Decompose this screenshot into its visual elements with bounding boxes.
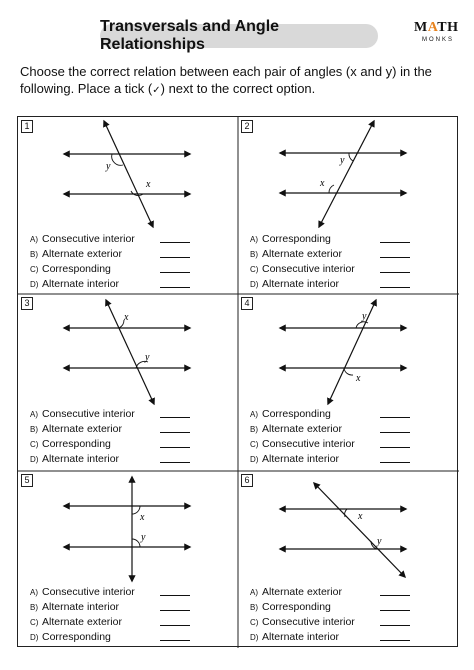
option-c[interactable]: C) Corresponding <box>30 437 190 452</box>
answer-blank[interactable] <box>160 262 190 273</box>
answer-blank[interactable] <box>380 232 410 243</box>
option-a[interactable]: A) Corresponding <box>250 232 410 247</box>
problem-number: 3 <box>21 297 33 310</box>
problem-number: 6 <box>241 474 253 487</box>
angle-y-label: y <box>106 161 111 172</box>
problem-number: 4 <box>241 297 253 310</box>
angle-y-label: y <box>145 352 150 363</box>
option-c[interactable]: C) Consecutive interior <box>250 615 410 630</box>
angle-x-label: x <box>124 312 129 323</box>
angle-x-label: x <box>140 512 145 523</box>
logo-wordmark: MATH <box>414 20 459 35</box>
instructions <box>20 63 460 99</box>
worksheet-title: Transversals and Angle Relationships <box>100 24 378 48</box>
answer-blank[interactable] <box>380 262 410 273</box>
answer-blank[interactable] <box>160 422 190 433</box>
angle-x-label: x <box>146 179 151 190</box>
option-d[interactable]: D) Alternate interior <box>250 277 410 292</box>
angle-x-label: x <box>356 373 361 384</box>
options-list <box>250 585 410 645</box>
answer-blank[interactable] <box>160 232 190 243</box>
option-d[interactable]: D) Alternate interior <box>30 277 190 292</box>
problem-5 <box>18 471 238 648</box>
option-b[interactable]: B) Alternate exterior <box>250 422 410 437</box>
option-b[interactable]: B) Alternate exterior <box>30 247 190 262</box>
angle-x-label: x <box>320 178 325 189</box>
answer-blank[interactable] <box>160 630 190 641</box>
option-a[interactable]: A) Consecutive interior <box>30 407 190 422</box>
problem-3 <box>18 294 238 471</box>
option-b[interactable]: B) Alternate interior <box>30 600 190 615</box>
option-d[interactable]: D) Alternate interior <box>250 630 410 645</box>
answer-blank[interactable] <box>160 437 190 448</box>
problem-4 <box>238 294 459 471</box>
answer-blank[interactable] <box>380 600 410 611</box>
angle-y-label: y <box>377 536 382 547</box>
problem-6 <box>238 471 459 648</box>
answer-blank[interactable] <box>160 407 190 418</box>
angle-y-label: y <box>362 311 367 322</box>
math-monks-logo <box>414 20 462 56</box>
answer-blank[interactable] <box>380 615 410 626</box>
angle-y-label: y <box>340 155 345 166</box>
options-list <box>250 232 410 292</box>
answer-blank[interactable] <box>380 407 410 418</box>
option-d[interactable]: D) Alternate interior <box>30 452 190 467</box>
option-a[interactable]: A) Corresponding <box>250 407 410 422</box>
answer-blank[interactable] <box>380 422 410 433</box>
answer-blank[interactable] <box>380 630 410 641</box>
option-b[interactable]: B) Alternate exterior <box>30 422 190 437</box>
answer-blank[interactable] <box>160 585 190 596</box>
option-a[interactable]: A) Consecutive interior <box>30 585 190 600</box>
answer-blank[interactable] <box>160 247 190 258</box>
option-a[interactable]: A) Alternate exterior <box>250 585 410 600</box>
option-b[interactable]: B) Alternate exterior <box>250 247 410 262</box>
logo-subtitle: MONKS <box>422 37 455 43</box>
problem-number: 1 <box>21 120 33 133</box>
answer-blank[interactable] <box>380 452 410 463</box>
instructions-line-2: following. Place a tick (✓) next to the correct option. <box>20 81 316 96</box>
answer-blank[interactable] <box>380 277 410 288</box>
option-c[interactable]: C) Consecutive interior <box>250 437 410 452</box>
option-c[interactable]: C) Consecutive interior <box>250 262 410 277</box>
problem-2 <box>238 117 459 294</box>
options-list <box>30 232 190 292</box>
answer-blank[interactable] <box>380 437 410 448</box>
angle-y-label: y <box>141 532 146 543</box>
answer-blank[interactable] <box>160 600 190 611</box>
option-a[interactable]: A) Consecutive interior <box>30 232 190 247</box>
answer-blank[interactable] <box>160 615 190 626</box>
answer-blank[interactable] <box>160 452 190 463</box>
angle-x-label: x <box>358 511 363 522</box>
options-list <box>30 407 190 467</box>
instructions-line-1: Choose the correct relation between each pair of angles (x and y) in the <box>20 64 432 79</box>
option-d[interactable]: D) Corresponding <box>30 630 190 645</box>
option-d[interactable]: D) Alternate interior <box>250 452 410 467</box>
tick-icon: ✓ <box>152 85 161 96</box>
problem-number: 5 <box>21 474 33 487</box>
options-list <box>30 585 190 645</box>
answer-blank[interactable] <box>380 585 410 596</box>
option-c[interactable]: C) Corresponding <box>30 262 190 277</box>
option-b[interactable]: B) Corresponding <box>250 600 410 615</box>
problem-number: 2 <box>241 120 253 133</box>
problem-grid <box>17 116 458 647</box>
option-c[interactable]: C) Alternate exterior <box>30 615 190 630</box>
options-list <box>250 407 410 467</box>
problem-1 <box>18 117 238 294</box>
answer-blank[interactable] <box>160 277 190 288</box>
answer-blank[interactable] <box>380 247 410 258</box>
